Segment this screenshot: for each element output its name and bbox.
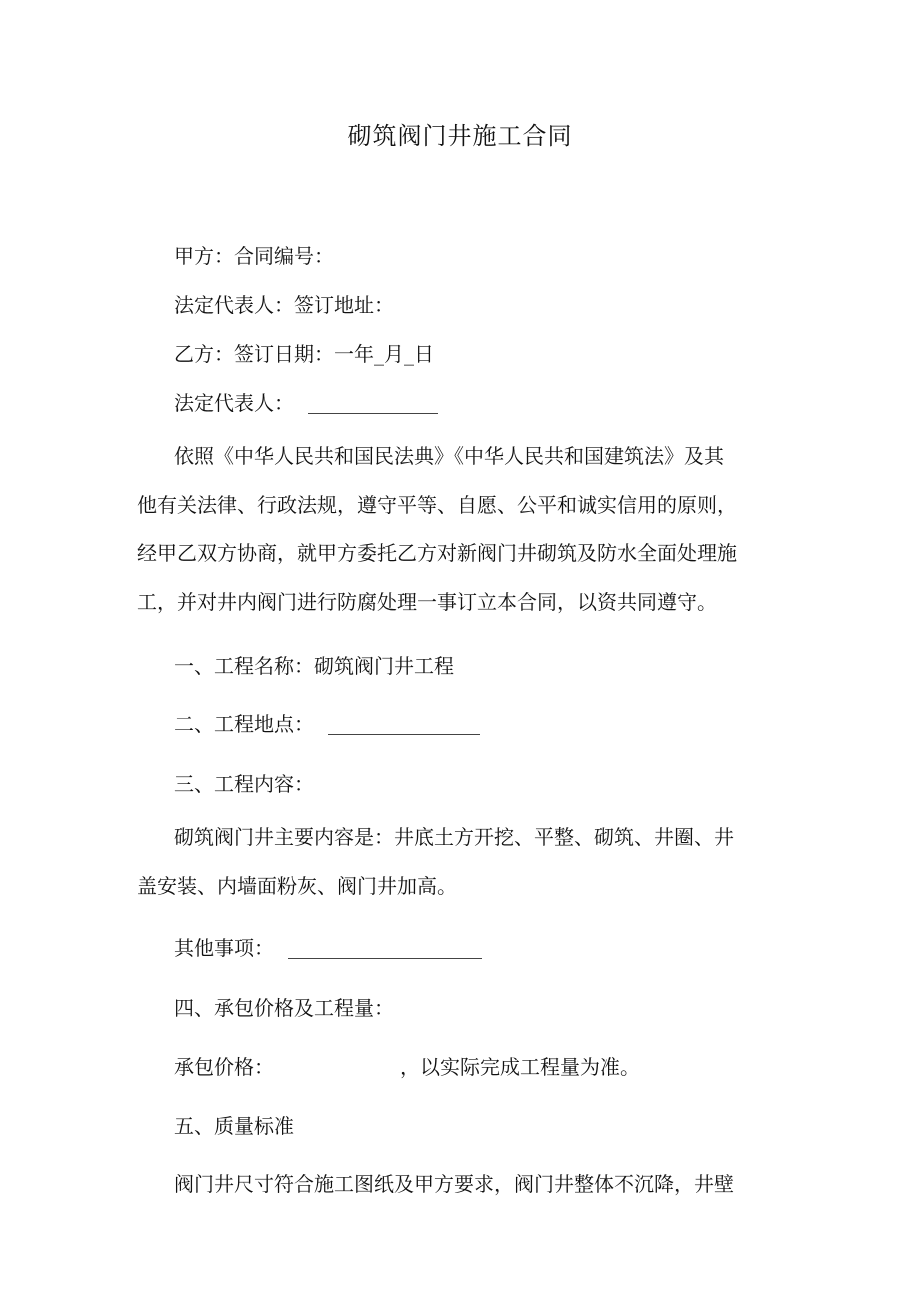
other-matters-line [174, 932, 482, 961]
section-1-heading: 一、工程名称：砌筑阀门井工程 [174, 654, 454, 678]
intro-paragraph [137, 432, 797, 626]
price-label: 承包价格： [174, 1055, 274, 1079]
section-2-line [174, 708, 480, 737]
content-line: 砌筑阀门井主要内容是：井底土方开挖、平整、砌筑、井圈、井 [174, 825, 734, 849]
location-blank [328, 714, 480, 735]
intro-line: 工，并对井内阀门进行防腐处理一事订立本合同，以资共同遵守。 [137, 589, 717, 614]
section-3-heading: 三、工程内容： [174, 772, 314, 796]
intro-line: 他有关法律、行政法规，遵守平等、自愿、公平和诚实信用的原则， [137, 492, 737, 517]
legal-rep-line-2 [174, 387, 438, 416]
legal-rep-label: 法定代表人： [174, 391, 294, 415]
section-4-heading: 四、承包价格及工程量： [174, 996, 394, 1020]
quality-line: 阀门井尺寸符合施工图纸及甲方要求，阀门井整体不沉降，井壁 [174, 1172, 734, 1196]
intro-line: 经甲乙双方协商，就甲方委托乙方对新阀门井砌筑及防水全面处理施 [137, 541, 737, 565]
section-2-heading: 二、工程地点： [174, 712, 314, 736]
legal-rep-blank [308, 393, 438, 414]
other-matters-blank [288, 938, 482, 959]
document-title: 砌筑阀门井施工合同 [347, 122, 573, 150]
content-paragraph [137, 813, 797, 910]
legal-rep-line-1: 法定代表人：签订地址： [174, 293, 394, 317]
content-line: 盖安装、内墙面粉灰、阀门井加高。 [137, 873, 457, 898]
party-a-line: 甲方：合同编号： [174, 244, 334, 268]
section-5-heading: 五、质量标准 [174, 1114, 294, 1138]
price-suffix: ，以实际完成工程量为准。 [400, 1055, 640, 1079]
party-b-line: 乙方：签订日期：一年_月_日 [174, 342, 434, 366]
other-matters-label: 其他事项： [174, 936, 274, 960]
intro-line: 依照《中华人民共和国民法典》《中华人民共和国建筑法》及其 [174, 444, 724, 468]
price-line [174, 1051, 640, 1080]
